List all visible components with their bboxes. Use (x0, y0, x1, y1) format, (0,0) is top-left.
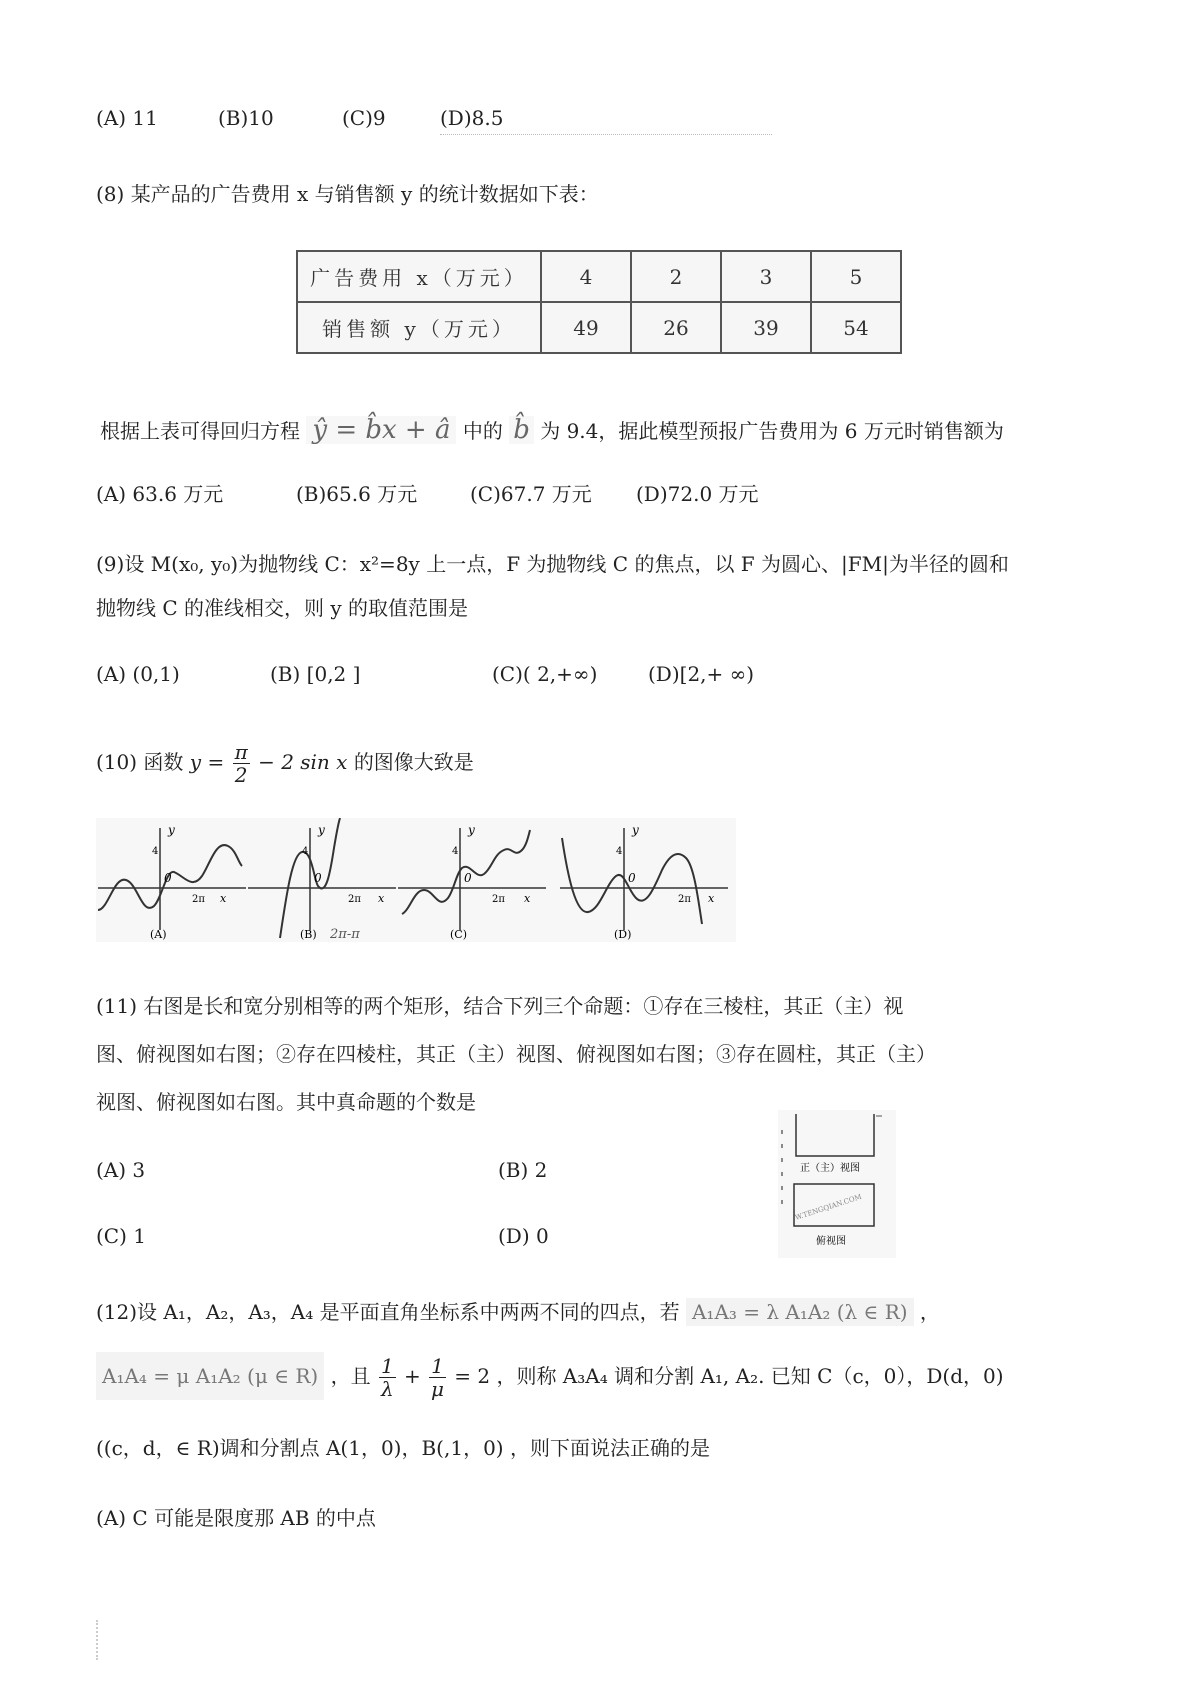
q8-text-c: 为 9.4，据此模型预报广告费用为 6 万元时销售额为 (540, 419, 1004, 443)
frac-den: λ (380, 1377, 394, 1401)
q10-lhs: y = (189, 750, 225, 774)
margin-dots (96, 1620, 102, 1660)
table-row (297, 251, 901, 302)
q10-frac-den: 2 (234, 763, 248, 787)
q12-line2 (96, 1352, 1004, 1400)
q12-text-a: (12)设 A₁，A₂，A₃，A₄ 是平面直角坐标系中两两不同的四点，若 (96, 1300, 680, 1324)
graph-c-x-tick: 2π (492, 894, 505, 905)
graph-c-label: (C) (450, 928, 467, 941)
q9-line1: (9)设 M(x₀, y₀)为抛物线 C：x²=8y 上一点，F 为抛物线 C 的焦点，以 F 为圆心、|FM|为半径的圆和 (96, 552, 1009, 576)
q12-fraction-mu (429, 1355, 446, 1400)
graph-a-y-tick: 4 (152, 846, 159, 857)
q8-regression-line (100, 416, 1004, 445)
table-cell: 4 (541, 251, 631, 302)
table-cell: 39 (721, 302, 811, 353)
table-row (297, 302, 901, 353)
table-cell: 3 (721, 251, 811, 302)
graph-d-y-label: y (632, 823, 639, 837)
q9-option-b: (B) [0,2 ] (270, 662, 361, 686)
graph-a-y-label: y (168, 823, 175, 837)
q8-text-a: 根据上表可得回归方程 (100, 419, 300, 443)
q10-stem (96, 738, 474, 786)
graph-c-y-label: y (468, 823, 475, 837)
table-cell: 2 (631, 251, 721, 302)
plus-sign: + (404, 1364, 421, 1388)
q10-rhs: − 2 sin x (258, 750, 348, 774)
q11-option-b: (B) 2 (498, 1158, 548, 1182)
graph-b-origin: 0 (314, 871, 322, 885)
vector-equation-1-image: A₁A₃ = λ A₁A₂ (λ ∈ R) (686, 1298, 914, 1326)
q8-option-b: (B)65.6 万元 (296, 482, 418, 506)
q10-fraction (233, 741, 250, 786)
q9-option-c: (C)( 2,+∞) (492, 662, 598, 686)
graph-b-y-label: y (318, 823, 325, 837)
q7-dotted-rule (440, 134, 772, 135)
q8-data-table (296, 250, 902, 354)
regression-formula-image: ŷ = b̂x + â (306, 416, 456, 444)
table-header-sales: 销售额 y（万元） (297, 302, 541, 353)
q11-option-d: (D) 0 (498, 1224, 549, 1248)
q11-line1: (11) 右图是长和宽分别相等的两个矩形，结合下列三个命题：①存在三棱柱，其正（主）视 (96, 994, 904, 1018)
q12-text-d: ，则称 A₃A₄ 调和分割 A₁, A₂. 已知 C（c，0），D(d，0) (496, 1364, 1004, 1388)
q12-fraction-lambda (379, 1355, 396, 1400)
q8-option-a: (A) 63.6 万元 (96, 482, 224, 506)
figure-watermark: W.TENGQIAN.COM (794, 1192, 863, 1222)
table-cell: 49 (541, 302, 631, 353)
graph-b-y-tick: 4 (302, 846, 309, 857)
q7-option-c: (C)9 (342, 106, 386, 130)
q12-text-c: ，且 (330, 1364, 371, 1388)
q11-option-c: (C) 1 (96, 1224, 146, 1248)
b-hat-image: b̂ (509, 416, 534, 444)
q7-option-a: (A) 11 (96, 106, 158, 130)
q9-line2: 抛物线 C 的准线相交，则 y 的取值范围是 (96, 596, 469, 620)
q12-text-b: ， (919, 1300, 940, 1324)
q7-option-b: (B)10 (218, 106, 274, 130)
graph-a-label: (A) (150, 928, 167, 941)
q8-option-c: (C)67.7 万元 (470, 482, 592, 506)
graph-c-origin: 0 (464, 871, 472, 885)
graph-c-y-tick: 4 (452, 846, 459, 857)
graph-d-x-label: x (708, 892, 715, 905)
graph-a-x-label: x (220, 892, 227, 905)
q8-option-d: (D)72.0 万元 (636, 482, 759, 506)
table-cell: 5 (811, 251, 901, 302)
q7-option-d: (D)8.5 (440, 106, 504, 130)
q10-frac-num: π (234, 740, 248, 764)
table-cell: 26 (631, 302, 721, 353)
graph-d-origin: 0 (628, 871, 636, 885)
vector-equation-2-image: A₁A₄ = μ A₁A₂ (μ ∈ R) (96, 1352, 324, 1400)
graph-d-x-tick: 2π (678, 894, 691, 905)
graph-a-x-tick: 2π (192, 894, 205, 905)
equals-two: = 2 (454, 1364, 491, 1388)
q8-text-b: 中的 (462, 419, 503, 443)
graph-b-x-tick: 2π (348, 894, 361, 905)
q11-line2: 图、俯视图如右图；②存在四棱柱，其正（主）视图、俯视图如右图；③存在圆柱，其正（主） (96, 1042, 936, 1066)
q11-view-figure (778, 1110, 896, 1258)
q12-line1 (96, 1298, 940, 1326)
frac-num: 1 (431, 1354, 444, 1378)
graph-b-label: (B) (300, 928, 317, 941)
graph-d-label: (D) (614, 928, 632, 941)
graph-a-origin: 0 (164, 871, 172, 885)
q9-option-a: (A) (0,1) (96, 662, 180, 686)
q12-line3: ((c，d，∈ R)调和分割点 A(1，0)，B(,1，0) ，则下面说法正确的是 (96, 1436, 710, 1460)
q10-text-a: (10) 函数 (96, 750, 184, 774)
q11-line3: 视图、俯视图如右图。其中真命题的个数是 (96, 1090, 476, 1114)
graph-d-y-tick: 4 (616, 846, 623, 857)
table-cell: 54 (811, 302, 901, 353)
graph-b-handwriting: 2π-π (330, 927, 360, 942)
graph-strip-background (96, 818, 736, 942)
q10-text-b: 的图像大致是 (353, 750, 474, 774)
frac-num: 1 (380, 1354, 394, 1378)
q11-option-a: (A) 3 (96, 1158, 146, 1182)
top-view-label: 俯视图 (816, 1236, 846, 1247)
graph-b-x-label: x (378, 892, 385, 905)
table-header-ad-cost: 广告费用 x（万元） (297, 251, 541, 302)
frac-den: μ (431, 1377, 445, 1401)
q12-option-a: (A) C 可能是限度那 AB 的中点 (96, 1506, 376, 1530)
q10-graph-strip (96, 818, 736, 942)
q9-option-d: (D)[2,+ ∞) (648, 662, 755, 686)
graph-c-x-label: x (524, 892, 531, 905)
q8-stem: (8) 某产品的广告费用 x 与销售额 y 的统计数据如下表： (96, 182, 599, 206)
front-view-label: 正（主）视图 (800, 1163, 860, 1174)
